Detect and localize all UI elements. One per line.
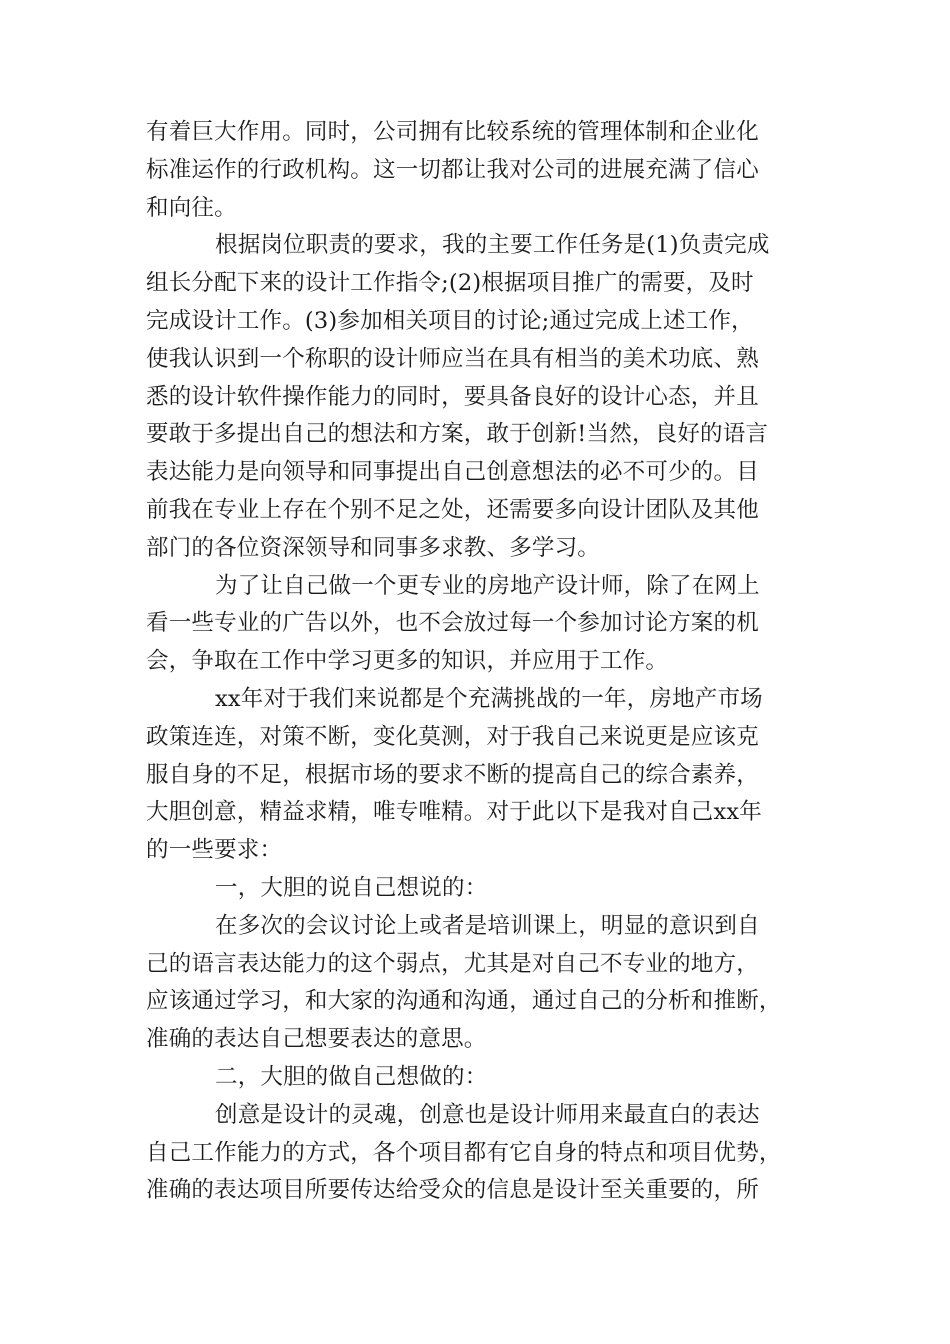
text-line: 组长分配下来的设计工作指令;(2)根据项目推广的需要，及时 — [146, 270, 754, 297]
paragraph-first-line: 为了让自己做一个更专业的房地产设计师，除了在网上 — [215, 572, 760, 599]
paragraph-first-line: 在多次的会议讨论上或者是培训课上，明显的意识到自 — [215, 912, 760, 939]
text-line: 大胆创意，精益求精，唯专唯精。对于此以下是我对自己xx年 — [146, 799, 762, 826]
text-line: 准确的表达自己想要表达的意思。 — [146, 1026, 487, 1053]
text-line: 悉的设计软件操作能力的同时，要具备良好的设计心态，并且 — [146, 383, 759, 410]
text-line: 和向往。 — [146, 194, 237, 221]
paragraph-first-line: xx年对于我们来说都是个充满挑战的一年，房地产市场 — [215, 685, 763, 712]
section-heading: 一，大胆的说自己想说的： — [215, 874, 488, 901]
text-line: 有着巨大作用。同时，公司拥有比较系统的管理体制和企业化 — [146, 119, 759, 145]
document-body — [146, 114, 806, 1210]
text-line: 标准运作的行政机构。这一切都让我对公司的进展充满了信心 — [146, 156, 759, 183]
text-line: 使我认识到一个称职的设计师应当在具有相当的美术功底、熟 — [146, 345, 759, 372]
text-line: 准确的表达项目所要传达给受众的信息是设计至关重要的，所 — [146, 1177, 759, 1204]
text-line: 政策连连，对策不断，变化莫测，对于我自己来说更是应该克 — [146, 723, 759, 750]
text-line: 己的语言表达能力的这个弱点，尤其是对自己不专业的地方， — [146, 950, 759, 977]
text-line: 要敢于多提出自己的想法和方案，敢于创新!当然，良好的语言 — [146, 421, 769, 448]
text-line: 看一些专业的广告以外，也不会放过每一个参加讨论方案的机 — [146, 610, 759, 637]
text-line: 完成设计工作。(3)参加相关项目的讨论;通过完成上述工作， — [146, 307, 754, 334]
text-line: 自己工作能力的方式，各个项目都有它自身的特点和项目优势， — [146, 1139, 782, 1166]
paragraph-first-line: 创意是设计的灵魂，创意也是设计师用来最直白的表达 — [215, 1101, 760, 1128]
text-line: 表达能力是向领导和同事提出自己创意想法的必不可少的。目 — [146, 459, 759, 486]
section-heading: 二，大胆的做自己想做的： — [215, 1063, 488, 1090]
text-line: 应该通过学习，和大家的沟通和沟通，通过自己的分析和推断， — [146, 988, 782, 1015]
text-line: 前我在专业上存在个别不足之处，还需要多向设计团队及其他 — [146, 496, 759, 523]
text-line: 部门的各位资深领导和同事多求教、多学习。 — [146, 534, 601, 561]
text-line: 会，争取在工作中学习更多的知识，并应用于工作。 — [146, 648, 669, 675]
text-line: 服自身的不足，根据市场的要求不断的提高自己的综合素养， — [146, 761, 759, 788]
paragraph-first-line: 根据岗位职责的要求，我的主要工作任务是(1)负责完成 — [215, 232, 770, 259]
text-line: 的一些要求： — [146, 837, 283, 864]
